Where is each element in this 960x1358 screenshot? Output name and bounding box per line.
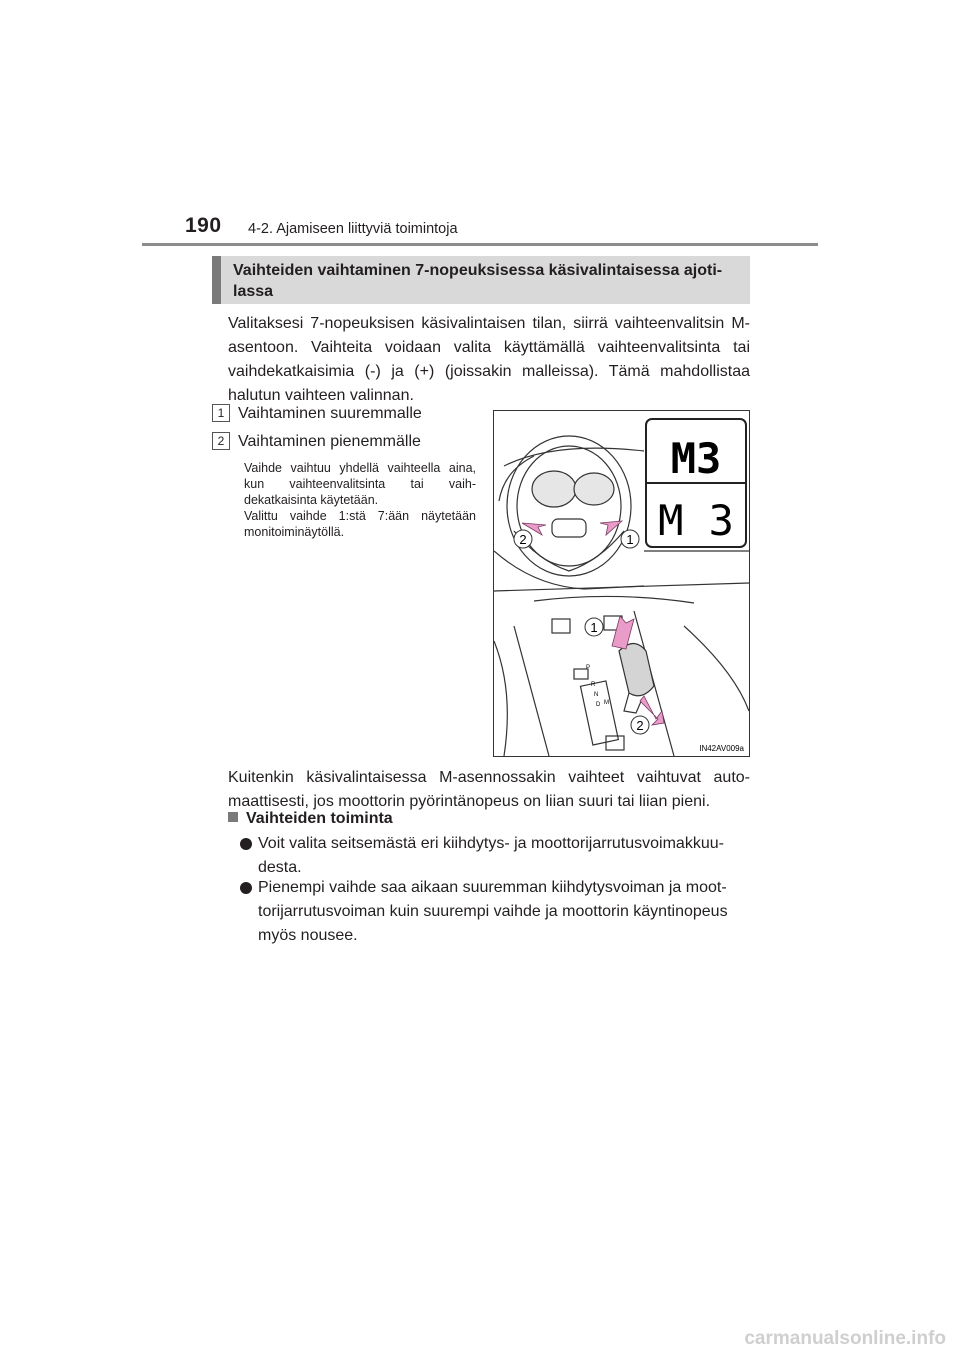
bullet-item-2 [240,876,750,948]
bullet-dot-icon [240,882,252,894]
section-header: 4-2. Ajamiseen liittyviä toimintoja [248,221,458,237]
note-text: Vaihde vaihtuu yhdellä vaihteella aina, kun vaihteenvalitsinta tai vaih-dekatkaisinta käytetään. Valittu vaihde 1:stä 7:ään näytetään monitoiminäytöllä. [244,461,476,539]
bullet-text-2: Pienempi vaihde saa aikaan suuremman kiihdytysvoiman ja moot-torijarrutusvoiman kuin suurempi vaihde ja moottorin käyntinopeus myös nousee. [258,879,728,944]
shifter-letter-n: N [594,692,599,698]
shifter-letter-m: M [604,700,609,706]
intro-paragraph: Valitaksesi 7-nopeuksisen käsivalintaisen tilan, siirrä vaihteenvalitsin M-asentoon. Vaihteita voidaan valita käyttämällä vaihteenvalitsinta tai vaihdekatkaisimia (-) ja (+) (joissakin malleissa). Tämä mahdollistaa halutun vaihteen valinnan. [228,315,750,404]
step-shift-down [212,432,421,452]
callout-2-top-label: 2 [519,532,527,547]
step-shift-up [212,404,422,424]
step-label-2: Vaihtaminen pienemmälle [238,433,421,450]
gear-display-inset [646,419,746,547]
subsection-heading [228,807,393,831]
illustration-svg [494,411,749,756]
step-number-1: 1 [212,404,230,422]
callout-1-top-label: 1 [626,532,634,547]
callout-2-bottom-label: 2 [636,718,644,733]
bullet-item-1 [240,832,750,880]
header-rule [142,243,818,246]
section-title: Vaihteiden vaihtaminen 7-nopeuksisessa käsivalintaisessa ajoti-lassa [233,262,723,300]
display-top-value: M3 [670,434,722,483]
shifter-letter-p: P [586,665,591,671]
page-number: 190 [185,214,222,237]
step-label-1: Vaihtaminen suuremmalle [238,405,422,422]
shifter-letter-d: D [596,702,601,708]
subsection-title: Vaihteiden toiminta [246,810,393,827]
shift-knob-drawing [619,644,654,714]
callout-1-bottom-label: 1 [590,620,598,635]
section-title-box [212,256,750,304]
bullet-dot-icon [240,838,252,850]
bullet-text-1: Voit valita seitsemästä eri kiihdytys- ja moottorijarrutusvoimakkuu-desta. [258,835,724,876]
display-bottom-value: M 3 [658,496,734,545]
paddle-arrow-plus [600,521,622,535]
step-number-2: 2 [212,432,230,450]
after-paragraph: Kuitenkin käsivalintaisessa M-asennossakin vaihteet vaihtuvat auto-maattisesti, jos moottorin pyörintänopeus on liian suuri tai liian pieni. [228,769,750,810]
illustration-code: IN42AV009a [699,744,744,753]
watermark: carmanualsonline.info [744,1328,946,1349]
shifter-illustration [493,410,750,757]
square-bullet-icon [228,812,238,822]
shifter-letter-r: R [591,682,596,688]
